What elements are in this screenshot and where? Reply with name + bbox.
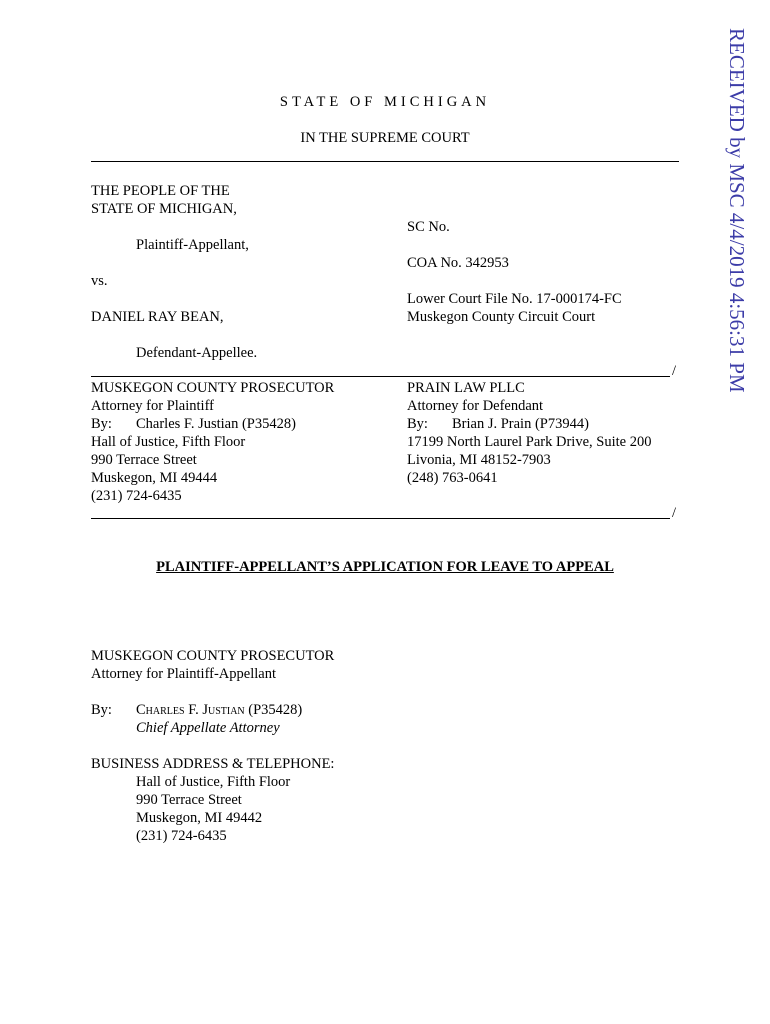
defendant-counsel-firm: PRAIN LAW PLLC [407,380,525,396]
plaintiff-counsel-by-label: By: [91,416,112,432]
coa-number: COA No. 342953 [407,255,509,271]
signature-attorney-name: Charles F. Justian [136,702,245,718]
caption-bottom-rule [91,376,670,377]
business-city: Muskegon, MI 49442 [136,810,263,826]
signature-bar-number: (P35428) [248,702,303,718]
plaintiff-name-line1: THE PEOPLE OF THE [91,183,230,199]
defendant-counsel-role: Attorney for Defendant [407,398,544,414]
plaintiff-counsel-attorney: Charles F. Justian (P35428) [136,416,296,432]
plaintiff-counsel-address2: 990 Terrace Street [91,452,197,468]
received-stamp: RECEIVED by MSC 4/4/2019 4:56:31 PM [725,28,749,393]
defendant-name: DANIEL RAY BEAN, [91,309,224,325]
sc-number: SC No. [407,219,450,235]
signature-by-label: By: [91,702,112,718]
plaintiff-counsel-address1: Hall of Justice, Fifth Floor [91,434,246,450]
versus: vs. [91,273,108,289]
plaintiff-counsel-role: Attorney for Plaintiff [91,398,214,414]
defendant-role: Defendant-Appellee. [136,345,258,361]
signature-role: Attorney for Plaintiff-Appellant [91,666,276,682]
court-heading: IN THE SUPREME COURT [300,130,470,146]
defendant-counsel-by-label: By: [407,416,428,432]
business-address2: 990 Terrace Street [136,792,242,808]
business-address-heading: BUSINESS ADDRESS & TELEPHONE: [91,756,335,772]
counsel-rule-slash: / [672,505,677,521]
signature-office: MUSKEGON COUNTY PROSECUTOR [91,648,335,664]
caption-rule-slash: / [672,363,677,379]
plaintiff-name-line2: STATE OF MICHIGAN, [91,201,237,217]
defendant-counsel-city: Livonia, MI 48152-7903 [407,452,551,468]
signature-attorney [136,701,302,719]
plaintiff-counsel-phone: (231) 724-6435 [91,488,182,504]
document-title: PLAINTIFF-APPELLANT’S APPLICATION FOR LEAVE TO APPEAL [156,559,614,575]
defendant-counsel-phone: (248) 763-0641 [407,470,498,486]
caption-top-rule [91,161,679,162]
defendant-counsel-address1: 17199 North Laurel Park Drive, Suite 200 [407,434,652,450]
counsel-bottom-rule [91,518,670,519]
plaintiff-counsel-firm: MUSKEGON COUNTY PROSECUTOR [91,380,335,396]
defendant-counsel-attorney: Brian J. Prain (P73944) [452,416,589,432]
state-heading: STATE OF MICHIGAN [279,94,491,110]
signature-title: Chief Appellate Attorney [136,720,280,736]
plaintiff-role: Plaintiff-Appellant, [136,237,249,253]
lower-court-name: Muskegon County Circuit Court [407,309,596,325]
business-address1: Hall of Justice, Fifth Floor [136,774,291,790]
lower-court-file-number: Lower Court File No. 17-000174-FC [407,291,622,307]
plaintiff-counsel-city: Muskegon, MI 49444 [91,470,218,486]
business-phone: (231) 724-6435 [136,828,227,844]
